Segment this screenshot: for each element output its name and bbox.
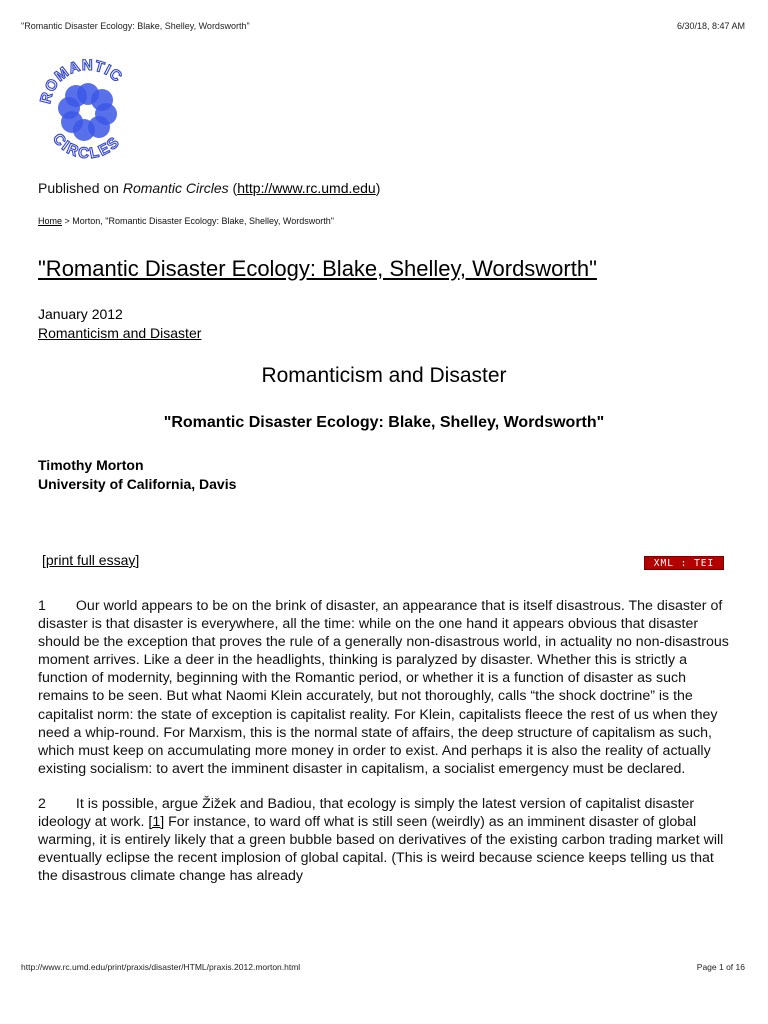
print-header-title: "Romantic Disaster Ecology: Blake, Shelley, Wordsworth"	[21, 21, 250, 31]
site-name: Romantic Circles	[122, 180, 229, 196]
print-full-essay-link[interactable]: print full essay	[45, 552, 136, 568]
print-footer-page: Page 1 of 16	[696, 962, 745, 972]
xml-tei-badge[interactable]: XML : TEI	[644, 556, 724, 570]
print-header-datetime: 6/30/18, 8:47 AM	[676, 21, 745, 31]
print-footer	[21, 962, 745, 972]
published-on	[38, 180, 380, 196]
print-full-essay	[42, 552, 139, 568]
footnote-link-1[interactable]: [1]	[148, 814, 165, 831]
paragraph-text: Our world appears to be on the brink of disaster, an appearance that is itself disastrous. The disaster of disaster is that disaster is everywhere, all the time: while on the one hand it appears obvious that disaster should be the exception that proves the rule of a generally non-disastrous world, in actuality no non-disastrous moment arrives. Like a deer in the headlights, thinking is paralyzed by disaster. Whether this is strictly a function of modernity, beginning with the Romantic period, or whether it is a function of disaster as such remains to be seen. But what Naomi Klein accurately, but not thoroughly, calls “the shock doctrine” is the capitalist norm: the state of exception is capitalist reality. For Klein, capitalists fleece the rest of us when they need a whip-round. For Marxism, this is the normal state of affairs, the deep structure of capitalism as such, which must keep on accumulating more money in order to exist. And perhaps it is also the reality of actually existing socialism: to avert the imminent disaster in capitalism, a socialist emergency must be declared.	[38, 598, 729, 777]
essay-body	[38, 597, 732, 902]
paragraph-text-cont: For instance, to ward off what is still seen (weirdly) as an imminent disaster of global warming, it is entirely likely that a green bubble based on derivatives of the existing carbon trading market will eventually eclipse the recent implosion of global capital. (This is weird because science keeps telling us that the disastrous climate change has already	[38, 814, 724, 885]
romantic-circles-logo[interactable]	[36, 56, 140, 164]
published-prefix: Published on	[38, 180, 123, 196]
breadcrumb-home-link[interactable]: Home	[38, 216, 63, 226]
print-full-close: ]	[135, 552, 140, 568]
breadcrumb	[38, 216, 334, 226]
volume-link[interactable]: Romanticism and Disaster	[38, 325, 202, 341]
svg-text:CIRCLES: CIRCLES	[49, 130, 124, 163]
breadcrumb-current: > Morton, "Romantic Disaster Ecology: Blake, Shelley, Wordsworth"	[62, 216, 334, 226]
paragraph-2	[38, 795, 732, 885]
author-block	[38, 456, 236, 494]
author-affiliation: University of California, Davis	[38, 476, 237, 492]
published-open-paren: (	[228, 180, 238, 196]
published-close-paren: )	[375, 180, 381, 196]
section-title: Romanticism and Disaster	[261, 364, 507, 387]
paragraph-number: 2	[38, 795, 46, 812]
essay-title: "Romantic Disaster Ecology: Blake, Shelley, Wordsworth"	[163, 414, 605, 431]
author-name: Timothy Morton	[38, 457, 144, 473]
paragraph-text: It is possible, argue Žižek and Badiou, that ecology is simply the latest version of capitalist disaster ideology at work.	[38, 795, 695, 831]
print-footer-url: http://www.rc.umd.edu/print/praxis/disaster/HTML/praxis.2012.morton.html	[21, 962, 301, 972]
print-full-open: [	[42, 552, 46, 568]
page-title-link[interactable]: "Romantic Disaster Ecology: Blake, Shelley, Wordsworth"	[38, 256, 597, 281]
svg-text:ROMANTIC: ROMANTIC	[37, 56, 126, 106]
paragraph-1	[38, 597, 732, 778]
paragraph-number: 1	[38, 598, 46, 614]
site-url-link[interactable]: http://www.rc.umd.edu	[237, 180, 376, 196]
article-meta	[38, 305, 201, 343]
publication-date: January 2012	[38, 306, 123, 322]
print-header	[21, 21, 745, 31]
